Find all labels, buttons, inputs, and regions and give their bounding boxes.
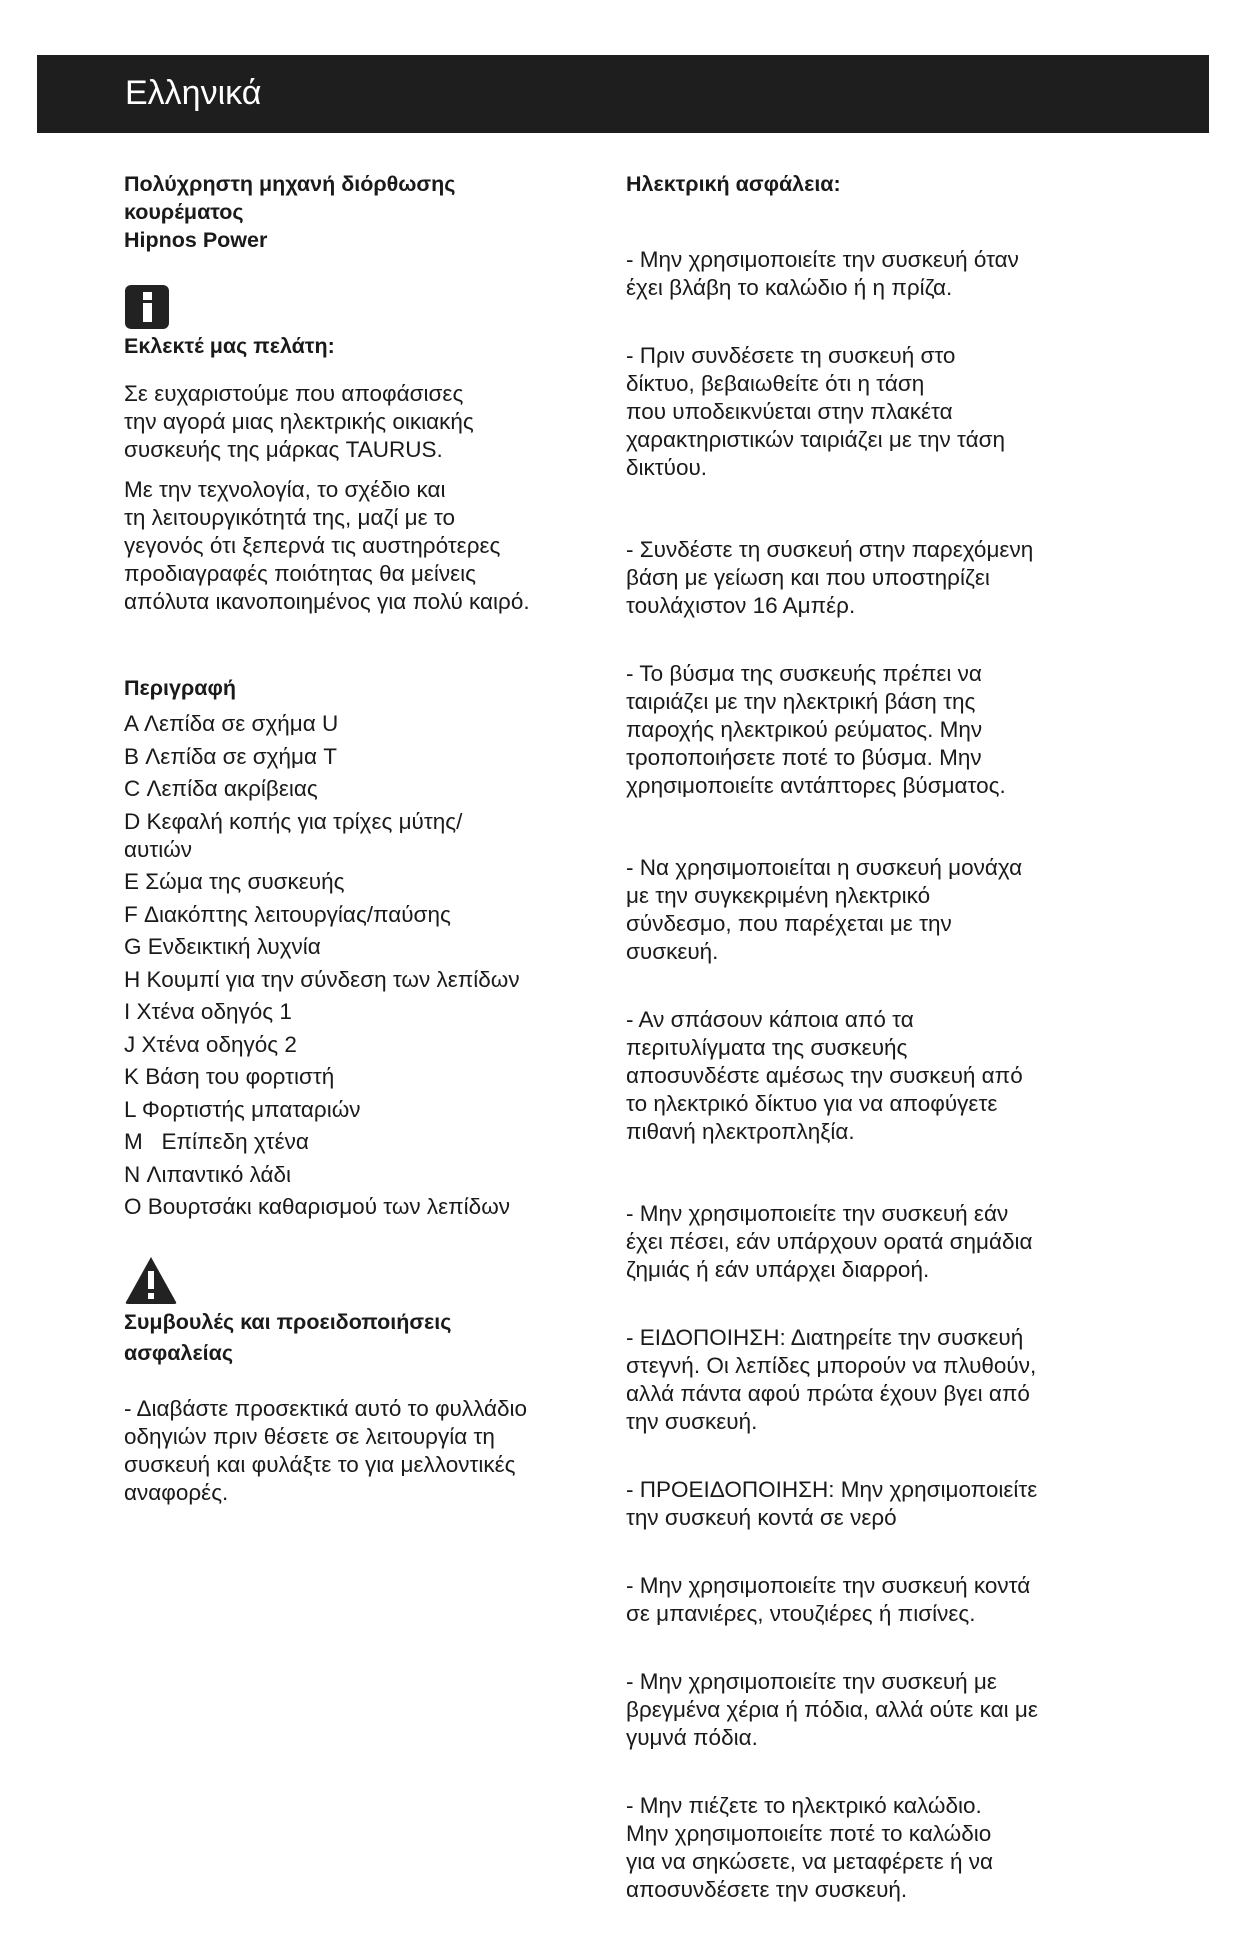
text-line: την αγορά μιας ηλεκτρικής οικιακής <box>124 409 474 434</box>
description-item: M Επίπεδη χτένα <box>124 1129 309 1154</box>
text-line: απόλυτα ικανοποιημένος για πολύ καιρό. <box>124 589 530 614</box>
safety-item: - Μην χρησιμοποιείτε την συσκευή με βρεγμένα χέρια ή πόδια, αλλά ούτε και με γυμνά πόδια. <box>626 1669 1038 1750</box>
text-line: Σε ευχαριστούμε που αποφάσισες <box>124 381 464 406</box>
description-heading: Περιγραφή <box>124 676 236 700</box>
safety-item: - Μην χρησιμοποιείτε την συσκευή όταν έχει βλάβη το καλώδιο ή η πρίζα. <box>626 247 1019 300</box>
text-line: - Διαβάστε προσεκτικά αυτό το φυλλάδιο <box>124 1396 528 1421</box>
page-language-title: Ελληνικά <box>125 74 262 112</box>
description-item: C Λεπίδα ακρίβειας <box>124 776 318 801</box>
header-bar <box>37 55 1209 133</box>
intro-paragraph <box>124 476 574 616</box>
safety-item: - Να χρησιμοποιείται η συσκευή μονάχα με την συγκεκριμένη ηλεκτρικό σύνδεσμο, που παρέχεται με την συσκευή. <box>626 855 1023 964</box>
description-item: I Χτένα οδηγός 1 <box>124 999 292 1024</box>
safety-item: - Το βύσμα της συσκευής πρέπει να ταιριάζει με την ηλεκτρική βάση της παροχής ηλεκτρικού ρεύματος. Μην τροποποιήσετε ποτέ το βύσμα. Μην χρησιμοποιείτε αντάπτορες βύσματος. <box>626 661 1006 798</box>
safety-item: - Αν σπάσουν κάποια από τα περιτυλίγματα της συσκευής αποσυνδέστε αμέσως την συσκευή από το ηλεκτρικό δίκτυο για να αποφύγετε πιθανή ηλεκτροπληξία. <box>626 1007 1023 1144</box>
description-item: G Ενδεικτική λυχνία <box>124 934 321 959</box>
electrical-safety-list <box>626 218 1086 1944</box>
safety-item: - Πριν συνδέσετε τη συσκευή στο δίκτυο, βεβαιωθείτε ότι η τάση που υποδεικνύεται στην πλακέτα χαρακτηριστικών ταιριάζει με την τάση δικτύου. <box>626 343 1005 480</box>
safety-item: - Μην χρησιμοποιείτε την συσκευή κοντά σε μπανιέρες, ντουζιέρες ή πισίνες. <box>626 1573 1031 1626</box>
text-line: γεγονός ότι ξεπερνά τις αυστηρότερες <box>124 533 501 558</box>
product-title-line: κουρέματος <box>124 200 244 224</box>
product-title <box>124 170 574 254</box>
description-item: A Λεπίδα σε σχήμα U <box>124 711 339 736</box>
text-line: αναφορές. <box>124 1480 229 1505</box>
description-item: J Χτένα οδηγός 2 <box>124 1031 297 1057</box>
intro-paragraph <box>124 380 574 464</box>
product-title-line: Πολύχρηστη μηχανή διόρθωσης <box>124 172 456 196</box>
safety-item: - ΕΙΔΟΠΟΙΗΣΗ: Διατηρείτε την συσκευή στεγνή. Οι λεπίδες μπορούν να πλυθούν, αλλά πάντα αφού πρώτα έχουν βγει από την συσκευή. <box>626 1325 1037 1434</box>
safety-heading-line: Συμβουλές και προειδοποιήσεις <box>124 1310 452 1334</box>
description-item: K Βάση του φορτιστή <box>124 1064 335 1089</box>
safety-heading-line: ασφαλείας <box>124 1341 234 1365</box>
description-item: D Κεφαλή κοπής για τρίχες μύτης/ αυτιών <box>124 808 463 862</box>
safety-heading <box>124 1307 574 1369</box>
text-line: οδηγιών πριν θέσετε σε λειτουργία τη <box>124 1424 495 1449</box>
info-icon <box>124 284 170 330</box>
safety-item: - ΠΡΟΕΙΔΟΠΟΙΗΣΗ: Μην χρησιμοποιείτε την συσκευή κοντά σε νερό <box>626 1477 1038 1530</box>
electrical-safety-heading: Ηλεκτρική ασφάλεια: <box>626 172 841 196</box>
description-item: L Φορτιστής μπαταριών <box>124 1096 361 1122</box>
text-line: συσκευή και φυλάξτε το για μελλοντικές <box>124 1452 516 1477</box>
description-list <box>124 710 574 1221</box>
description-item: B Λεπίδα σε σχήμα T <box>124 743 337 769</box>
description-item: O Βουρτσάκι καθαρισμού των λεπίδων <box>124 1194 511 1219</box>
safety-item: - Μην πιέζετε το ηλεκτρικό καλώδιο. Μην χρησιμοποιείτε ποτέ το καλώδιο για να σηκώσετε, να μεταφέρετε ή να αποσυνδέσετε την συσκευή. <box>626 1793 994 1902</box>
description-item: F Διακόπτης λειτουργίας/παύσης <box>124 901 451 927</box>
text-line: τη λειτουργικότητά της, μαζί με το <box>124 505 455 530</box>
text-line: συσκευής της μάρκας TAURUS. <box>124 437 443 462</box>
left-column <box>124 170 574 1507</box>
product-title-line: Hipnos Power <box>124 228 268 252</box>
safety-item: - Συνδέστε τη συσκευή στην παρεχόμενη βάση με γείωση και που υποστηρίζει τουλάχιστον 16 Αμπέρ. <box>626 537 1034 618</box>
read-manual-warning <box>124 1395 574 1507</box>
description-item: E Σώμα της συσκευής <box>124 869 345 894</box>
text-line: Με την τεχνολογία, το σχέδιο και <box>124 477 446 502</box>
description-item: H Κουμπί για την σύνδεση των λεπίδων <box>124 966 520 992</box>
description-item: N Λιπαντικό λάδι <box>124 1161 292 1187</box>
text-line: προδιαγραφές ποιότητας θα μείνεις <box>124 561 477 586</box>
safety-item: - Μην χρησιμοποιείτε την συσκευή εάν έχει πέσει, εάν υπάρχουν ορατά σημάδια ζημιάς ή εάν υπάρχει διαρροή. <box>626 1201 1033 1282</box>
dear-customer-heading: Εκλεκτέ μας πελάτη: <box>124 334 335 358</box>
right-column <box>626 170 1086 1944</box>
warning-icon <box>124 1255 178 1305</box>
